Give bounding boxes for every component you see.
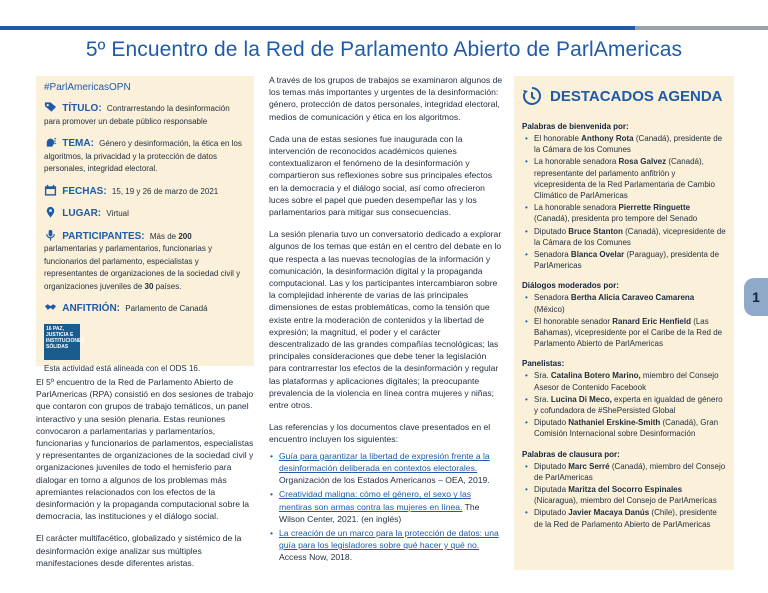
speaker-role: Diputada xyxy=(534,485,569,495)
speaker-detail: (Canadá), representante del parlamento anfitrión y vicepresidenta de la Red Parlamentaria de Cambio Climático de ParlAmericas xyxy=(534,157,715,201)
participantes-count: 200 xyxy=(178,231,192,241)
speaker-role: La honorable senadora xyxy=(534,203,619,213)
agenda-section-title: Palabras de bienvenida por: xyxy=(522,122,629,131)
speaker-role: El honorable senador xyxy=(534,316,613,326)
agenda-section-title: Palabras de clausura por: xyxy=(522,449,620,459)
speaker-role: Diputado xyxy=(534,461,569,471)
page-title: 5º Encuentro de la Red de Parlamento Abierto de ParlAmericas xyxy=(85,38,683,61)
speaker-detail: (Chile), presidente de la Red de Parlamento Abierto de ParlAmericas xyxy=(534,508,717,529)
titulo-value: Contrarrestando la desinformación para promover un debate público responsable xyxy=(44,104,230,126)
speaker-role: Sra. xyxy=(534,394,551,404)
references-list xyxy=(269,450,503,564)
speaker-role: La honorable senadora xyxy=(534,157,619,167)
speaker-detail: (México) xyxy=(534,304,565,314)
microphone-icon xyxy=(44,229,57,241)
anfitrion-value: Parlamento de Canadá xyxy=(125,304,208,313)
info-lugar xyxy=(44,206,246,221)
agenda-speaker-item xyxy=(534,507,726,529)
info-titulo xyxy=(44,101,246,128)
top-color-bar xyxy=(0,26,768,30)
speaker-detail: (Paraguay), presidenta de ParlAmericas xyxy=(534,250,720,271)
mid-paragraph-4: Las referencias y los documentos clave presentados en el encuentro incluyen los siguientes: xyxy=(269,422,491,445)
speaker-role: Diputado xyxy=(534,508,569,518)
info-anfitrion xyxy=(44,301,246,316)
speaker-role: Senadora xyxy=(534,293,571,303)
info-tema xyxy=(44,136,246,176)
event-info-box xyxy=(36,76,254,373)
agenda-section-list xyxy=(522,461,726,530)
mid-paragraph-3: La sesión plenaria tuvo un conversatorio dedicado a explorar algunos de los temas que están en el centro del debate en lo que respecta a las nuevas tecnologías de la información y comunicación, la desinformación digital y la propaganda computacional. Las y los participantes intercambiaron sobre la complejidad inherente de varias de las principales dimensiones de estas problemáticas, como la tensión que existe entre la moderación de contenidos y la libertad de expresión; la magnitud, el poder y el carácter descentralizado de las grandes compañías tecnológicas; las principales consideraciones que debe tener la legislación para contrarrestar los efectos de la desinformación y regular las plataformas y aplicaciones digitales; la preocupante prevalencia de la violencia en línea contra mujeres y niñas; entre otros. xyxy=(269,229,502,411)
agenda-section-list xyxy=(522,133,726,271)
speaker-detail: (Canadá), miembro del Consejo de ParlAmericas xyxy=(534,461,726,482)
sdg-16-badge: 16 PAZ, JUSTICIA E INSTITUCIONES SÓLIDAS xyxy=(44,324,80,360)
ods-badge-area xyxy=(44,324,246,360)
ods-caption: Esta actividad está alineada con el ODS 16. xyxy=(44,363,201,373)
speaker-detail: miembro del Consejo Asesor de Contenido Facebook xyxy=(534,371,719,392)
speaker-detail: (Nicaragua), miembro del Consejo de ParlAmericas xyxy=(534,496,717,506)
left-body-text xyxy=(36,376,254,579)
titulo-label: TÍTULO: xyxy=(62,103,102,114)
speaker-name: Javier Macaya Danús xyxy=(568,508,650,518)
speaker-role: Diputado xyxy=(534,226,569,236)
agenda-speaker-item xyxy=(534,226,726,248)
agenda-speaker-item xyxy=(534,316,726,350)
agenda-speaker-item xyxy=(534,417,726,439)
lugar-label: LUGAR: xyxy=(62,208,102,219)
agenda-speaker-item xyxy=(534,156,726,201)
fechas-value: 15, 19 y 26 de marzo de 2021 xyxy=(111,186,219,196)
agenda-header xyxy=(522,86,726,106)
reference-source-2: The Wilson Center, 2021. (en inglés) xyxy=(279,501,480,524)
agenda-title: DESTACADOS AGENDA xyxy=(550,87,723,105)
agenda-section-title: Panelistas: xyxy=(522,359,565,369)
speaker-name: Lucina Di Meco, xyxy=(550,394,612,404)
agenda-sections xyxy=(522,122,726,530)
lugar-value: Virtual xyxy=(106,209,129,218)
agenda-speaker-item xyxy=(534,394,726,416)
participantes-post: países. xyxy=(153,281,182,291)
left-paragraph-2: El carácter multifacético, globalizado y sistémico de la desinformación exige analizar sus múltiples manifestaciones desde diferentes aristas. xyxy=(36,533,242,568)
speaker-detail: (Canadá), presidente de la Cámara de los Comunes xyxy=(534,134,723,155)
map-pin-icon xyxy=(44,206,57,218)
agenda-speaker-item xyxy=(534,292,726,314)
speaker-name: Blanca Ovelar xyxy=(570,250,625,260)
agenda-speaker-item xyxy=(534,249,726,271)
reference-item xyxy=(279,488,503,525)
page-number-tab: 1 xyxy=(744,278,768,316)
speaker-name: Marc Serré xyxy=(568,461,610,471)
tema-label: TEMA: xyxy=(62,138,94,149)
agenda-speaker-item xyxy=(534,461,726,483)
participantes-mid: parlamentarias y parlamentarios, funcionarias y funcionarios del parlamento, especialistas y representantes de organizaciones de la sociedad civil y organizaciones juveniles de xyxy=(44,244,241,291)
top-bar-gray-segment xyxy=(635,26,768,30)
reference-item xyxy=(279,527,503,564)
participantes-label: PARTICIPANTES: xyxy=(62,230,145,242)
speaker-role: Sra. xyxy=(534,371,551,381)
left-paragraph-1: El 5º encuentro de la Red de Parlamento Abierto de ParlAmericas (RPA) consistió en dos sesiones de trabajo que contaron con grupos de trabajo temáticos, un panel interactivo y una sesión plenaria. Estas reuniones convocaron a parlamentarias y parlamentarios, funcionarias y funcionarios de parlamentos, especialistas y representantes de organizaciones de la sociedad civil y organizaciones juveniles de todo el hemisferio para dialogar en torno a algunos de los problemas más apremiantes relacionados con los efectos de la desinformación y la propaganda computacional sobre la democracia, las instituciones y el diálogo social. xyxy=(36,377,254,522)
hashtag: #ParlAmericasOPN xyxy=(44,82,131,93)
speaker-detail: (Las Bahamas), vicepresidente por el Caribe de la Red de Parlamento Abierto de ParlAmericas xyxy=(534,316,723,349)
speaker-role: El honorable xyxy=(534,134,582,143)
speech-head-icon xyxy=(44,136,57,148)
participantes-pre: Más de xyxy=(149,231,179,241)
calendar-icon xyxy=(44,184,57,196)
speaker-name: Bertha Alicia Caraveo Camarena xyxy=(570,293,695,303)
speaker-name: Catalina Botero Marino, xyxy=(550,371,641,381)
speaker-name: Maritza del Socorro Espinales xyxy=(568,485,683,495)
agenda-speaker-item xyxy=(534,133,726,155)
reference-link-2[interactable]: Creatividad maligna: cómo el género, el sexo y las mentiras son armas contra las mujeres en línea. xyxy=(279,489,472,512)
reference-source-1: Organización de los Estados Americanos – OEA, 2019. xyxy=(279,475,490,486)
speaker-role: Diputado xyxy=(534,418,569,428)
agenda-section-list xyxy=(522,370,726,439)
top-bar-blue-segment xyxy=(0,26,635,30)
mid-paragraph-1: A través de los grupos de trabajos se examinaron algunos de los temas más importantes y urgentes de la desinformación: género, protección de datos personales, integridad electoral, medios de comunicación y ética en los algoritmos. xyxy=(269,75,503,122)
agenda-speaker-item xyxy=(534,484,726,506)
agenda-box xyxy=(514,76,734,570)
agenda-section-title: Diálogos moderados por: xyxy=(522,281,619,291)
reference-source-3: Access Now, 2018. xyxy=(279,552,353,563)
speaker-detail: (Canadá), Gran Comisión Internacional sobre Desinformación xyxy=(534,418,719,439)
clock-arrow-icon xyxy=(522,86,542,106)
speaker-name: Rosa Galvez xyxy=(618,157,667,167)
speaker-name: Anthony Rota xyxy=(581,134,634,143)
speaker-detail: experta en igualdad de género y cofundadora de #ShePersisted Global xyxy=(534,394,723,416)
countries-count: 30 xyxy=(144,281,154,291)
agenda-section-list xyxy=(522,292,726,349)
reference-link-3[interactable]: La creación de un marco para la protección de datos: una guía para los legisladores sobre qué hacer y qué no. xyxy=(279,527,499,551)
speaker-detail: (Canadá), vicepresidente de la Cámara de los Comunes xyxy=(534,226,726,247)
reference-link-1[interactable]: Guía para garantizar la libertad de expresión frente a la desinformación deliberada en contextos electorales. xyxy=(279,450,490,473)
agenda-speaker-item xyxy=(534,370,726,392)
speaker-name: Ranard Eric Henfield xyxy=(612,316,691,326)
middle-body-text xyxy=(269,74,503,566)
reference-item xyxy=(279,450,503,487)
info-fechas xyxy=(44,184,246,199)
speaker-role: Senadora xyxy=(534,250,571,260)
tag-icon xyxy=(44,101,57,113)
agenda-speaker-item xyxy=(534,202,726,224)
mid-paragraph-2: Cada una de estas sesiones fue inaugurada con la intervención de reconocidos académicos quienes contextualizaron el fenómeno de la desinformación y compartieron sus reflexiones sobre sus principales efectos en la democracia y el diálogo social, así como ofrecieron luces sobre el papel que pueden desempeñar las y los parlamentarios para mitigar sus consecuencias. xyxy=(269,133,493,218)
tema-value: Género y desinformación, la ética en los algoritmos, la privacidad y la protección de datos personales, integridad electoral. xyxy=(44,139,242,173)
speaker-name: Pierrette Ringuette xyxy=(618,203,691,213)
speaker-name: Bruce Stanton xyxy=(568,226,623,236)
speaker-detail: (Canadá), presidenta pro tempore del Senado xyxy=(534,214,698,224)
fechas-label: FECHAS: xyxy=(62,185,107,197)
anfitrion-label: ANFITRIÓN: xyxy=(62,303,121,314)
info-participantes xyxy=(44,229,246,294)
speaker-name: Nathaniel Erskine-Smith xyxy=(568,418,661,428)
handshake-icon xyxy=(44,301,57,313)
